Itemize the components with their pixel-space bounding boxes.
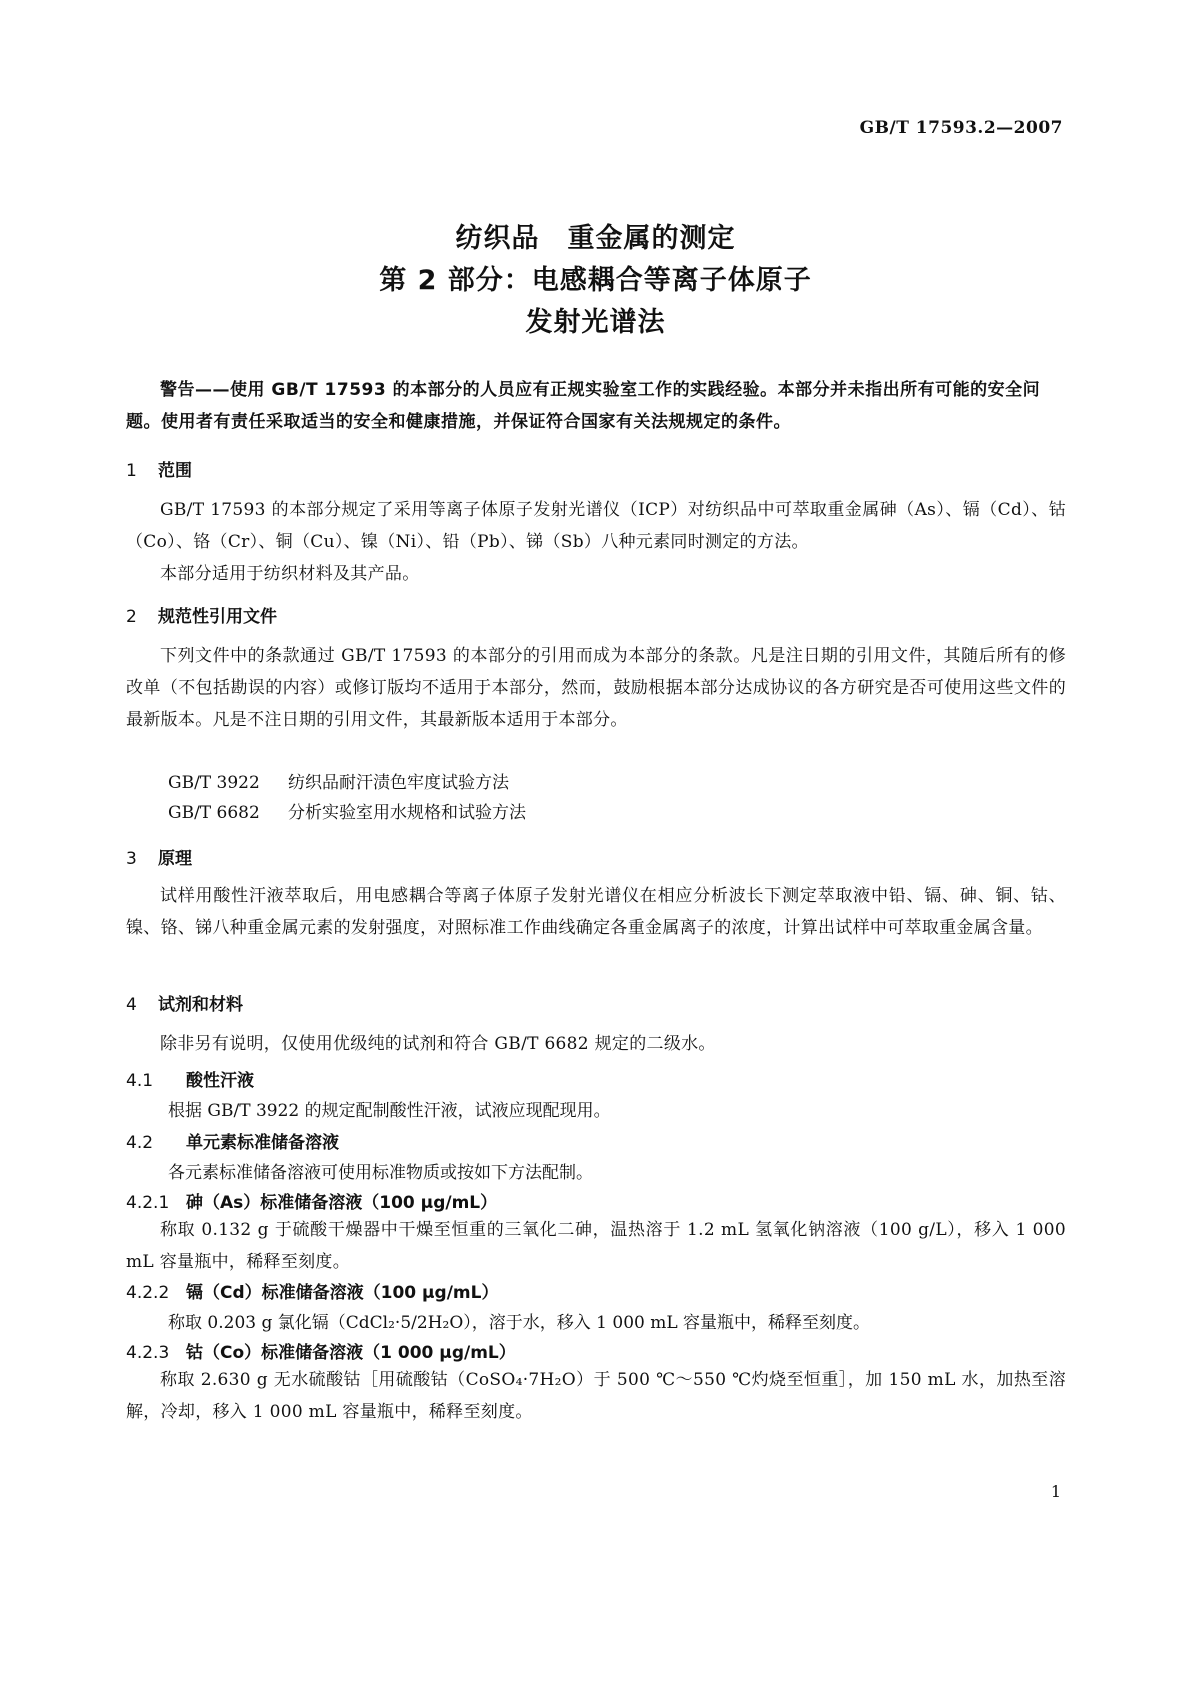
subsection-heading-cobalt (126, 1338, 516, 1363)
section-number: 1 (126, 461, 137, 481)
safety-warning: 警告——使用 GB/T 17593 的本部分的人员应有正规实验室工作的实践经验。本部分并未指出所有可能的安全问题。使用者有责任采取适当的安全和健康措施，并保证符合国家有关法规规定的条件。 (126, 380, 1041, 432)
cobalt-paragraph: 称取 2.630 g 无水硫酸钴［用硫酸钴（CoSO₄·7H₂O）于 500 ℃～550 ℃灼烧至恒重］，加 150 mL 水，加热至溶解，冷却，移入 1 000 mL 容量瓶中，稀释至刻度。 (126, 1370, 1066, 1422)
subsection-number: 4.2.3 (126, 1343, 170, 1363)
subsection-heading-acid-sweat (126, 1066, 254, 1091)
standard-solutions-paragraph: 各元素标准储备溶液可使用标准物质或按如下方法配制。 (168, 1163, 593, 1183)
section-number: 4 (126, 995, 137, 1015)
section-number: 3 (126, 849, 137, 869)
principle-paragraph: 试样用酸性汗液萃取后，用电感耦合等离子体原子发射光谱仪在相应分析波长下测定萃取液中铅、镉、砷、铜、钴、镍、铬、锑八种重金属元素的发射强度，对照标准工作曲线确定各重金属离子的浓度，计算出试样中可萃取重金属含量。 (126, 886, 1066, 938)
subsection-number: 4.1 (126, 1071, 154, 1091)
subsection-heading-arsenic (126, 1188, 497, 1213)
subsection-title: 钴（Co）标准储备溶液（1 000 μg/mL） (186, 1343, 516, 1363)
references-paragraph: 下列文件中的条款通过 GB/T 17593 的本部分的引用而成为本部分的条款。凡是注日期的引用文件，其随后所有的修改单（不包括勘误的内容）或修订版均不适用于本部分，然而，鼓励根据本部分达成协议的各方研究是否可使用这些文件的最新版本。凡是不注日期的引用文件，其最新版本适用于本部分。 (126, 646, 1066, 730)
section-number: 2 (126, 607, 137, 627)
subsection-title: 酸性汗液 (186, 1071, 254, 1091)
section-heading-references (126, 602, 277, 627)
section-title: 规范性引用文件 (158, 607, 277, 627)
section-title: 范围 (158, 461, 192, 481)
section-title: 原理 (158, 849, 192, 869)
title-line-1: 纺织品 重金属的测定 (455, 223, 736, 254)
subsection-title: 镉（Cd）标准储备溶液（100 μg/mL） (186, 1283, 499, 1303)
section-title: 试剂和材料 (158, 995, 243, 1015)
standard-code-header: GB/T 17593.2—2007 (859, 118, 1063, 138)
reference-title: 纺织品耐汗渍色牢度试验方法 (288, 773, 509, 793)
title-line-3: 发射光谱法 (525, 307, 666, 338)
subsection-title: 砷（As）标准储备溶液（100 μg/mL） (186, 1193, 498, 1213)
section-heading-reagents (126, 990, 243, 1015)
cadmium-paragraph: 称取 0.203 g 氯化镉（CdCl₂·5/2H₂O），溶于水，移入 1 000 mL 容量瓶中，稀释至刻度。 (168, 1313, 871, 1333)
scope-applicability: 本部分适用于纺织材料及其产品。 (160, 564, 420, 584)
arsenic-paragraph: 称取 0.132 g 于硫酸干燥器中干燥至恒重的三氧化二砷，温热溶于 1.2 mL 氢氧化钠溶液（100 g/L），移入 1 000 mL 容量瓶中，稀释至刻度。 (126, 1220, 1066, 1272)
reference-code: GB/T 3922 (168, 773, 260, 793)
acid-sweat-paragraph: 根据 GB/T 3922 的规定配制酸性汗液，试液应现配现用。 (168, 1101, 611, 1121)
reagents-paragraph: 除非另有说明，仅使用优级纯的试剂和符合 GB/T 6682 规定的二级水。 (160, 1034, 716, 1054)
subsection-heading-standard-solutions (126, 1128, 339, 1153)
subsection-title: 单元素标准储备溶液 (186, 1133, 339, 1153)
scope-paragraph: GB/T 17593 的本部分规定了采用等离子体原子发射光谱仪（ICP）对纺织品中可萃取重金属砷（As）、镉（Cd）、钴（Co）、铬（Cr）、铜（Cu）、镍（Ni）、铅（Pb）、锑（Sb）八种元素同时测定的方法。 (126, 500, 1066, 552)
title-line-2: 第 2 部分：电感耦合等离子体原子 (379, 265, 812, 296)
subsection-number: 4.2.1 (126, 1193, 170, 1213)
section-heading-scope (126, 456, 192, 481)
subsection-heading-cadmium (126, 1278, 498, 1303)
reference-title: 分析实验室用水规格和试验方法 (288, 803, 526, 823)
page-number: 1 (1050, 1482, 1061, 1501)
subsection-number: 4.2.2 (126, 1283, 170, 1303)
reference-code: GB/T 6682 (168, 803, 260, 823)
subsection-number: 4.2 (126, 1133, 154, 1153)
section-heading-principle (126, 844, 192, 869)
reference-item (168, 768, 509, 793)
reference-item (168, 798, 526, 823)
